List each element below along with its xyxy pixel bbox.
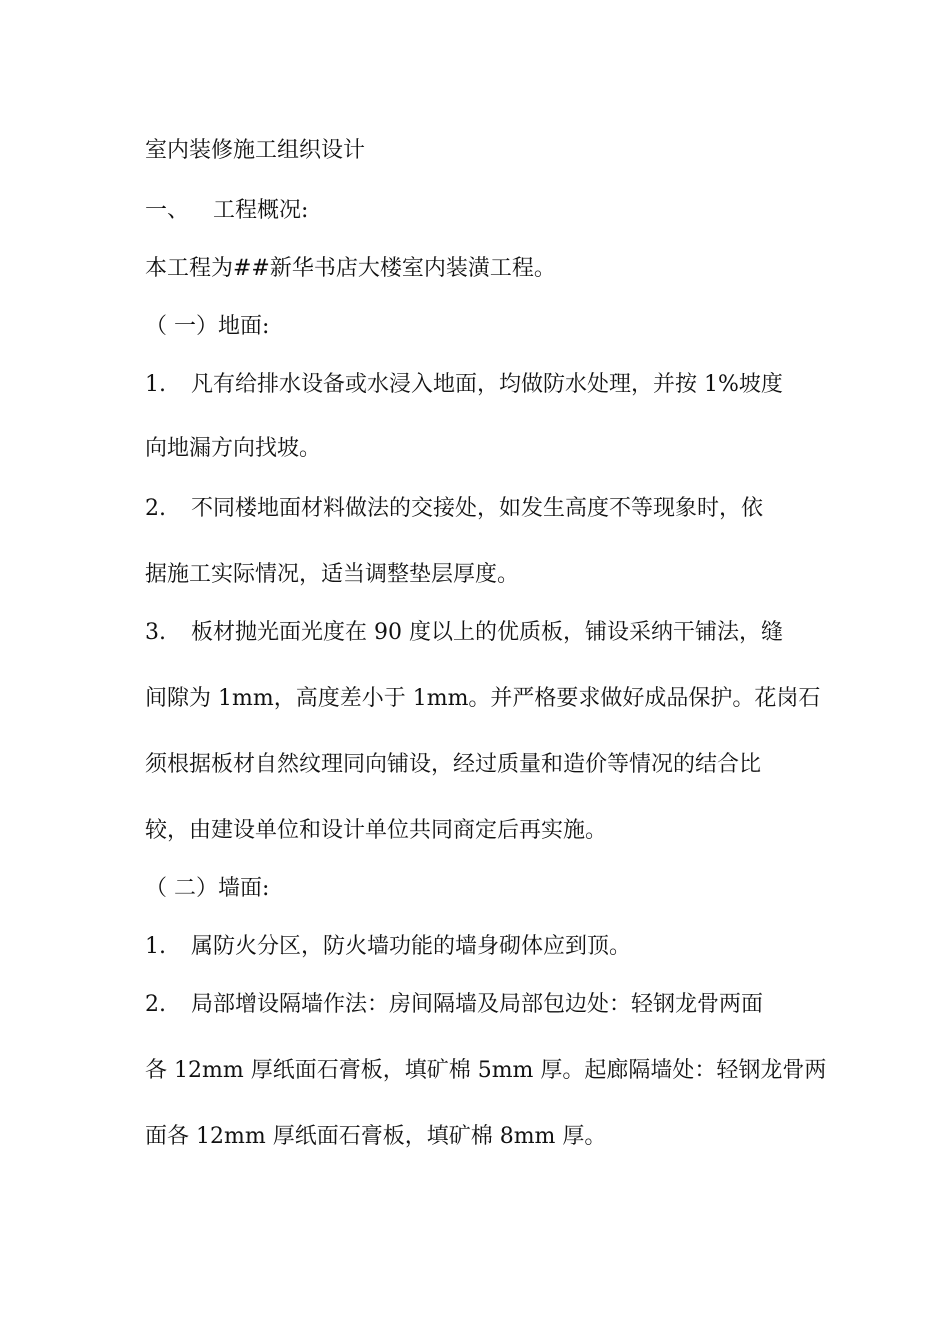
document-title: 室内装修施工组织设计 [145,138,366,163]
item-number: 1. [145,372,166,397]
item-text: 不同楼地面材料做法的交接处，如发生高度不等现象时，依 [191,496,764,521]
item-number: 3. [145,620,166,645]
wall-item-1-line-1 [145,932,825,962]
floor-item-2-line-1 [145,494,825,524]
item-text: 局部增设隔墙作法：房间隔墙及局部包边处：轻钢龙骨两面 [191,992,764,1017]
item-number: 1. [145,934,166,959]
section-heading-overview [145,196,825,226]
item-number: 2. [145,992,166,1017]
section-number: 一、 [145,198,190,223]
project-intro: 本工程为##新华书店大楼室内装潢工程。 [145,256,556,281]
item-text: 凡有给排水设备或水浸入地面，均做防水处理，并按 1%坡度 [191,372,783,397]
wall-item-2-line-1 [145,990,825,1020]
item-text: 属防火分区，防火墙功能的墙身砌体应到顶。 [191,934,632,959]
subsection-heading-wall: （ 二）墙面: [145,876,270,901]
floor-item-3-line-2: 间隙为 1mm，高度差小于 1mm。并严格要求做好成品保护。花岗石 [145,686,821,711]
subsection-heading-floor: （ 一）地面: [145,314,270,339]
wall-item-2-line-2: 各 12mm 厚纸面石膏板，填矿棉 5mm 厚。起廊隔墙处：轻钢龙骨两 [145,1058,827,1083]
item-text: 板材抛光面光度在 90 度以上的优质板，铺设采纳干铺法，缝 [191,620,783,645]
section-title: 工程概况: [213,198,309,223]
floor-item-1-line-2: 向地漏方向找坡。 [145,436,322,461]
floor-item-3-line-3: 须根据板材自然纹理同向铺设，经过质量和造价等情况的结合比 [145,752,762,777]
floor-item-3-line-4: 较，由建设单位和设计单位共同商定后再实施。 [145,818,608,843]
floor-item-3-line-1 [145,618,825,648]
wall-item-2-line-3: 面各 12mm 厚纸面石膏板，填矿棉 8mm 厚。 [145,1124,607,1149]
item-number: 2. [145,496,166,521]
floor-item-1-line-1 [145,370,825,400]
floor-item-2-line-2: 据施工实际情况，适当调整垫层厚度。 [145,562,520,587]
